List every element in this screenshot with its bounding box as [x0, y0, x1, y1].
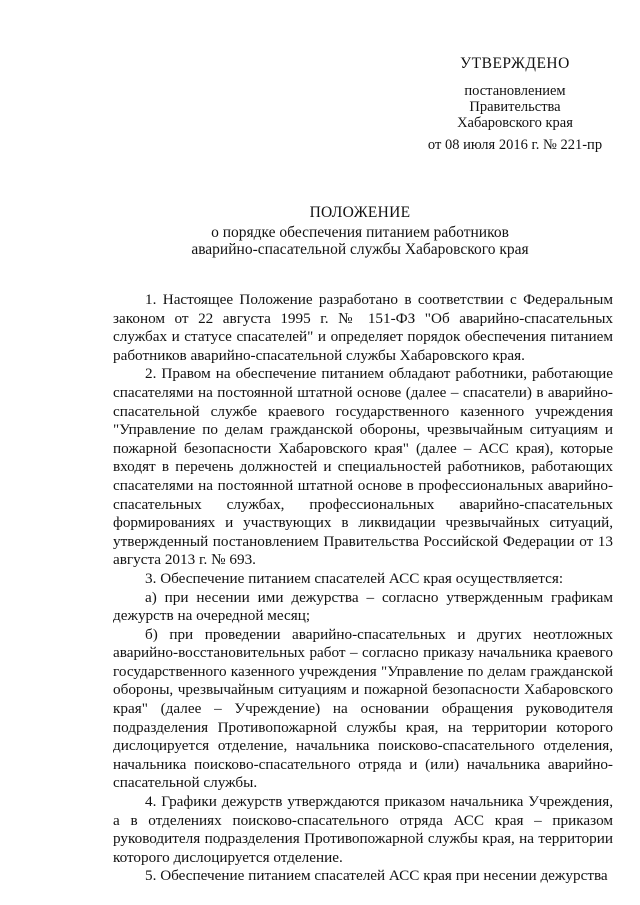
- paragraph: 4. Графики дежурств утверждаются приказом начальника Учреждения, а в отделениях поисково-спасательного отряда АСС края – приказом руководителя подразделения Противопожарной службы края, на территории которого дислоцируется отделение.: [113, 793, 613, 866]
- approval-line: постановлением: [464, 83, 566, 99]
- paragraph: 5. Обеспечение питанием спасателей АСС края при несении дежурства: [145, 867, 608, 885]
- approval-stamp: [400, 56, 630, 153]
- document-title: ПОЛОЖЕНИЕ: [309, 204, 411, 221]
- approval-date: от 08 июля 2016 г. № 221-пр: [427, 137, 603, 153]
- paragraph: 3. Обеспечение питанием спасателей АСС края осуществляется:: [145, 569, 564, 587]
- approval-line: Правительства: [469, 99, 561, 115]
- document-title-block: [80, 204, 640, 258]
- approval-heading: УТВЕРЖДЕНО: [460, 55, 570, 72]
- document-body: [113, 291, 613, 886]
- paragraph: б) при проведении аварийно-спасательных и других неотложных аварийно-восстановительных работ – согласно приказу начальника краевого государственного казенного учреждения "Управление по делам гражданской обороны, чрезвычайным ситуациям и пожарной безопасности Хабаровского края" (далее – Учреждение) на основании обращения руководителя подразделения Противопожарной службы края, на территории которого дислоцируется отделение, начальника поисково-спасательного отделения, начальника поисково-спасательного отряда и (или) начальника аварийно-спасательной службы.: [113, 625, 613, 792]
- document-subtitle-line: о порядке обеспечения питанием работников: [211, 224, 509, 241]
- paragraph: а) при несении ими дежурства – согласно утвержденным графикам дежурств на очередной месяц;: [113, 588, 613, 625]
- paragraph: 1. Настоящее Положение разработано в соответствии с Федеральным законом от 22 августа 1995 г. № 151-ФЗ "Об аварийно-спасательных службах и статусе спасателей" и определяет порядок обеспечения питанием работников аварийно-спасательной службы Хабаровского края.: [113, 291, 613, 364]
- paragraph: 2. Правом на обеспечение питанием обладают работники, работающие спасателями на постоянной штатной основе (далее – спасатели) в аварийно-спасательной службе краевого государственного казенного учреждения "Управление по делам гражданской обороны, чрезвычайным ситуациям и пожарной безопасности Хабаровского края" (далее – АСС края), которые входят в перечень должностей и специальностей работников, работающих спасателями на постоянной штатной основе в профессиональных аварийно-спасательных службах, профессиональных аварийно-спасательных формированиях и участвующих в ликвидации чрезвычайных ситуаций, утвержденный постановлением Правительства Российской Федерации от 13 августа 2013 г. № 693.: [113, 365, 613, 569]
- approval-line: Хабаровского края: [457, 115, 573, 131]
- document-subtitle-line: аварийно-спасательной службы Хабаровского края: [191, 241, 529, 258]
